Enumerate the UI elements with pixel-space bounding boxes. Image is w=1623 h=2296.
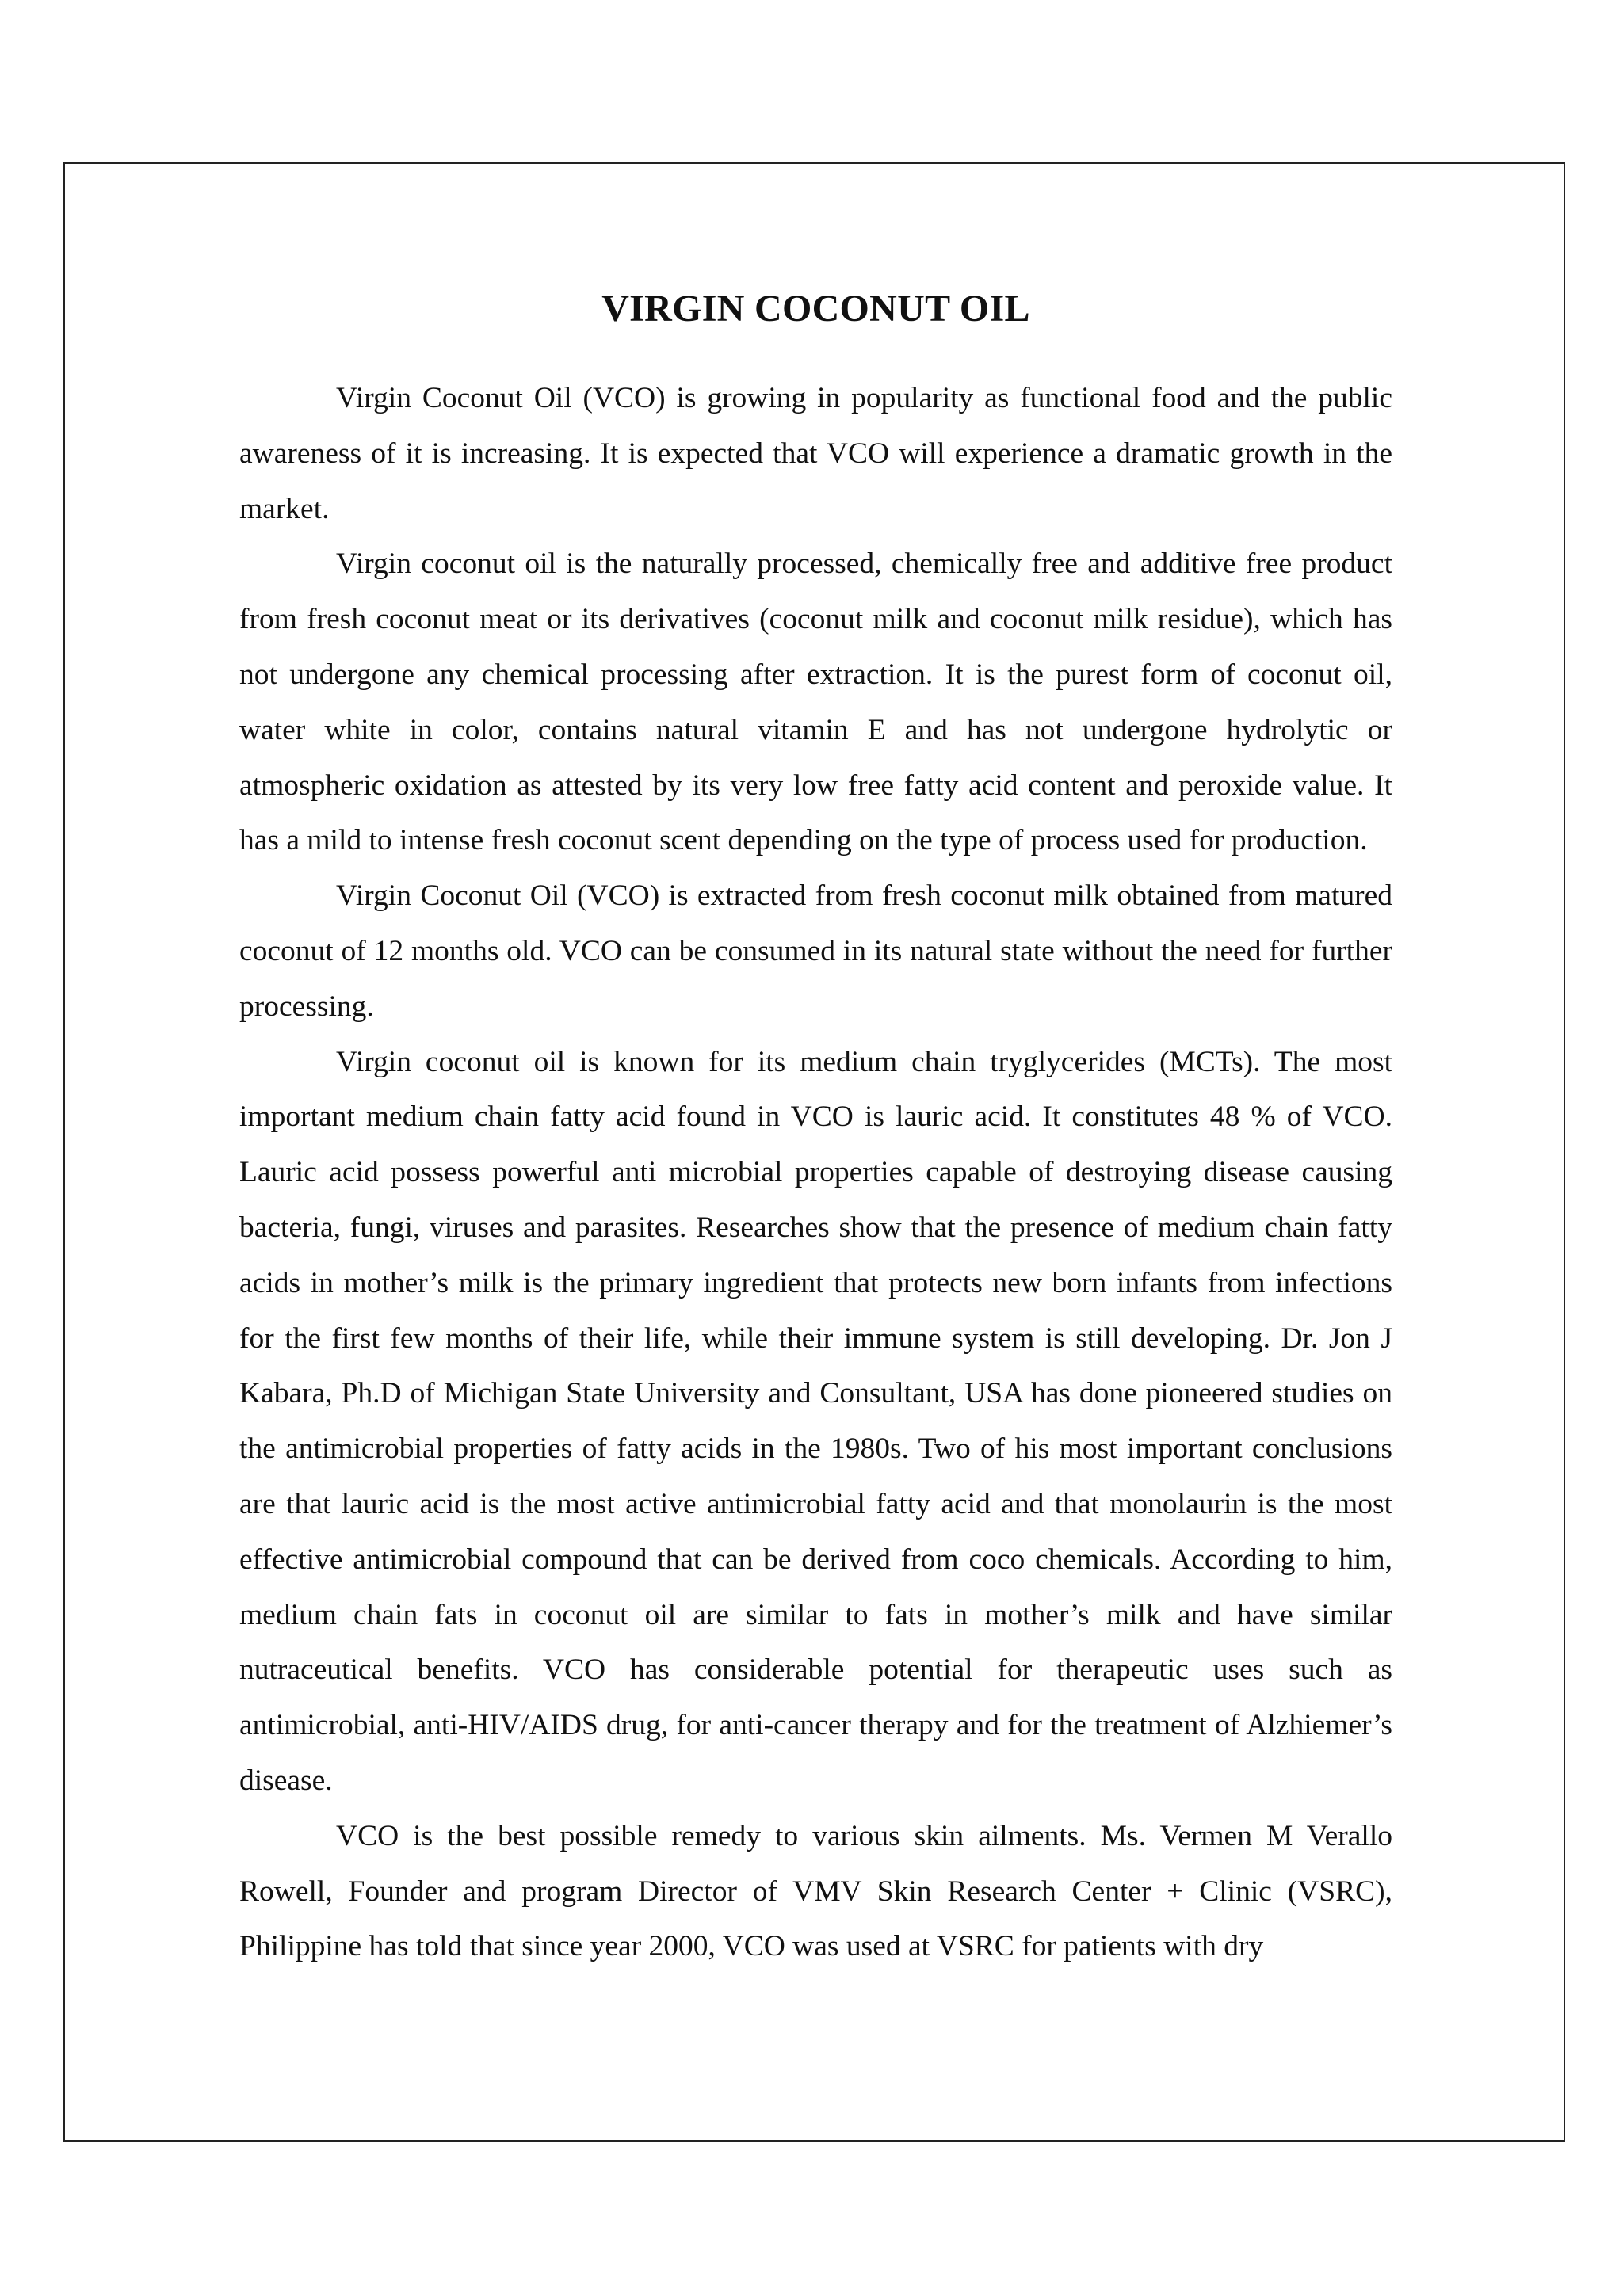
paragraph-extraction: Virgin Coconut Oil (VCO) is extracted from fresh coconut milk obtained from matured coconut of 12 months old. VCO can be consumed in its natural state without the need for further processing.	[239, 879, 1392, 1023]
document-body	[239, 285, 1392, 1974]
paragraph-definition: Virgin coconut oil is the naturally processed, chemically free and additive free product from fresh coconut meat or its derivatives (coconut milk and coconut milk residue), which has not undergone any chemical processing after extraction. It is the purest form of coconut oil, water white in color, contains natural vitamin E and has not undergone hydrolytic or atmospheric oxidation as attested by its very low free fatty acid content and peroxide value. It has a mild to intense fresh coconut scent depending on the type of process used for production.	[239, 547, 1392, 857]
document-title: VIRGIN COCONUT OIL	[601, 288, 1030, 330]
paragraph-skin-ailments: VCO is the best possible remedy to various skin ailments. Ms. Vermen M Verallo Rowell, Founder and program Director of VMV Skin Research Center + Clinic (VSRC), Philippine has told that since year 2000, VCO was used at VSRC for patients with dry	[239, 1819, 1392, 1963]
paragraph-mct-lauric-acid: Virgin coconut oil is known for its medium chain tryglycerides (MCTs). The most important medium chain fatty acid found in VCO is lauric acid. It constitutes 48 % of VCO. Lauric acid possess powerful anti microbial properties capable of destroying disease causing bacteria, fungi, viruses and parasites. Researches show that the presence of medium chain fatty acids in mother’s milk is the primary ingredient that protects new born infants from infections for the first few months of their life, while their immune system is still developing. Dr. Jon J Kabara, Ph.D of Michigan State University and Consultant, USA has done pioneered studies on the antimicrobial properties of fatty acids in the 1980s. Two of his most important conclusions are that lauric acid is the most active antimicrobial fatty acid and that monolaurin is the most effective antimicrobial compound that can be derived from coco chemicals. According to him, medium chain fats in coconut oil are similar to fats in mother’s milk and have similar nutraceutical benefits. VCO has considerable potential for therapeutic uses such as antimicrobial, anti-HIV/AIDS drug, for anti-cancer therapy and for the treatment of Alzhiemer’s disease.	[239, 1045, 1392, 1797]
paragraph-intro: Virgin Coconut Oil (VCO) is growing in popularity as functional food and the public awareness of it is increasing. It is expected that VCO will experience a dramatic growth in the market.	[239, 382, 1392, 525]
